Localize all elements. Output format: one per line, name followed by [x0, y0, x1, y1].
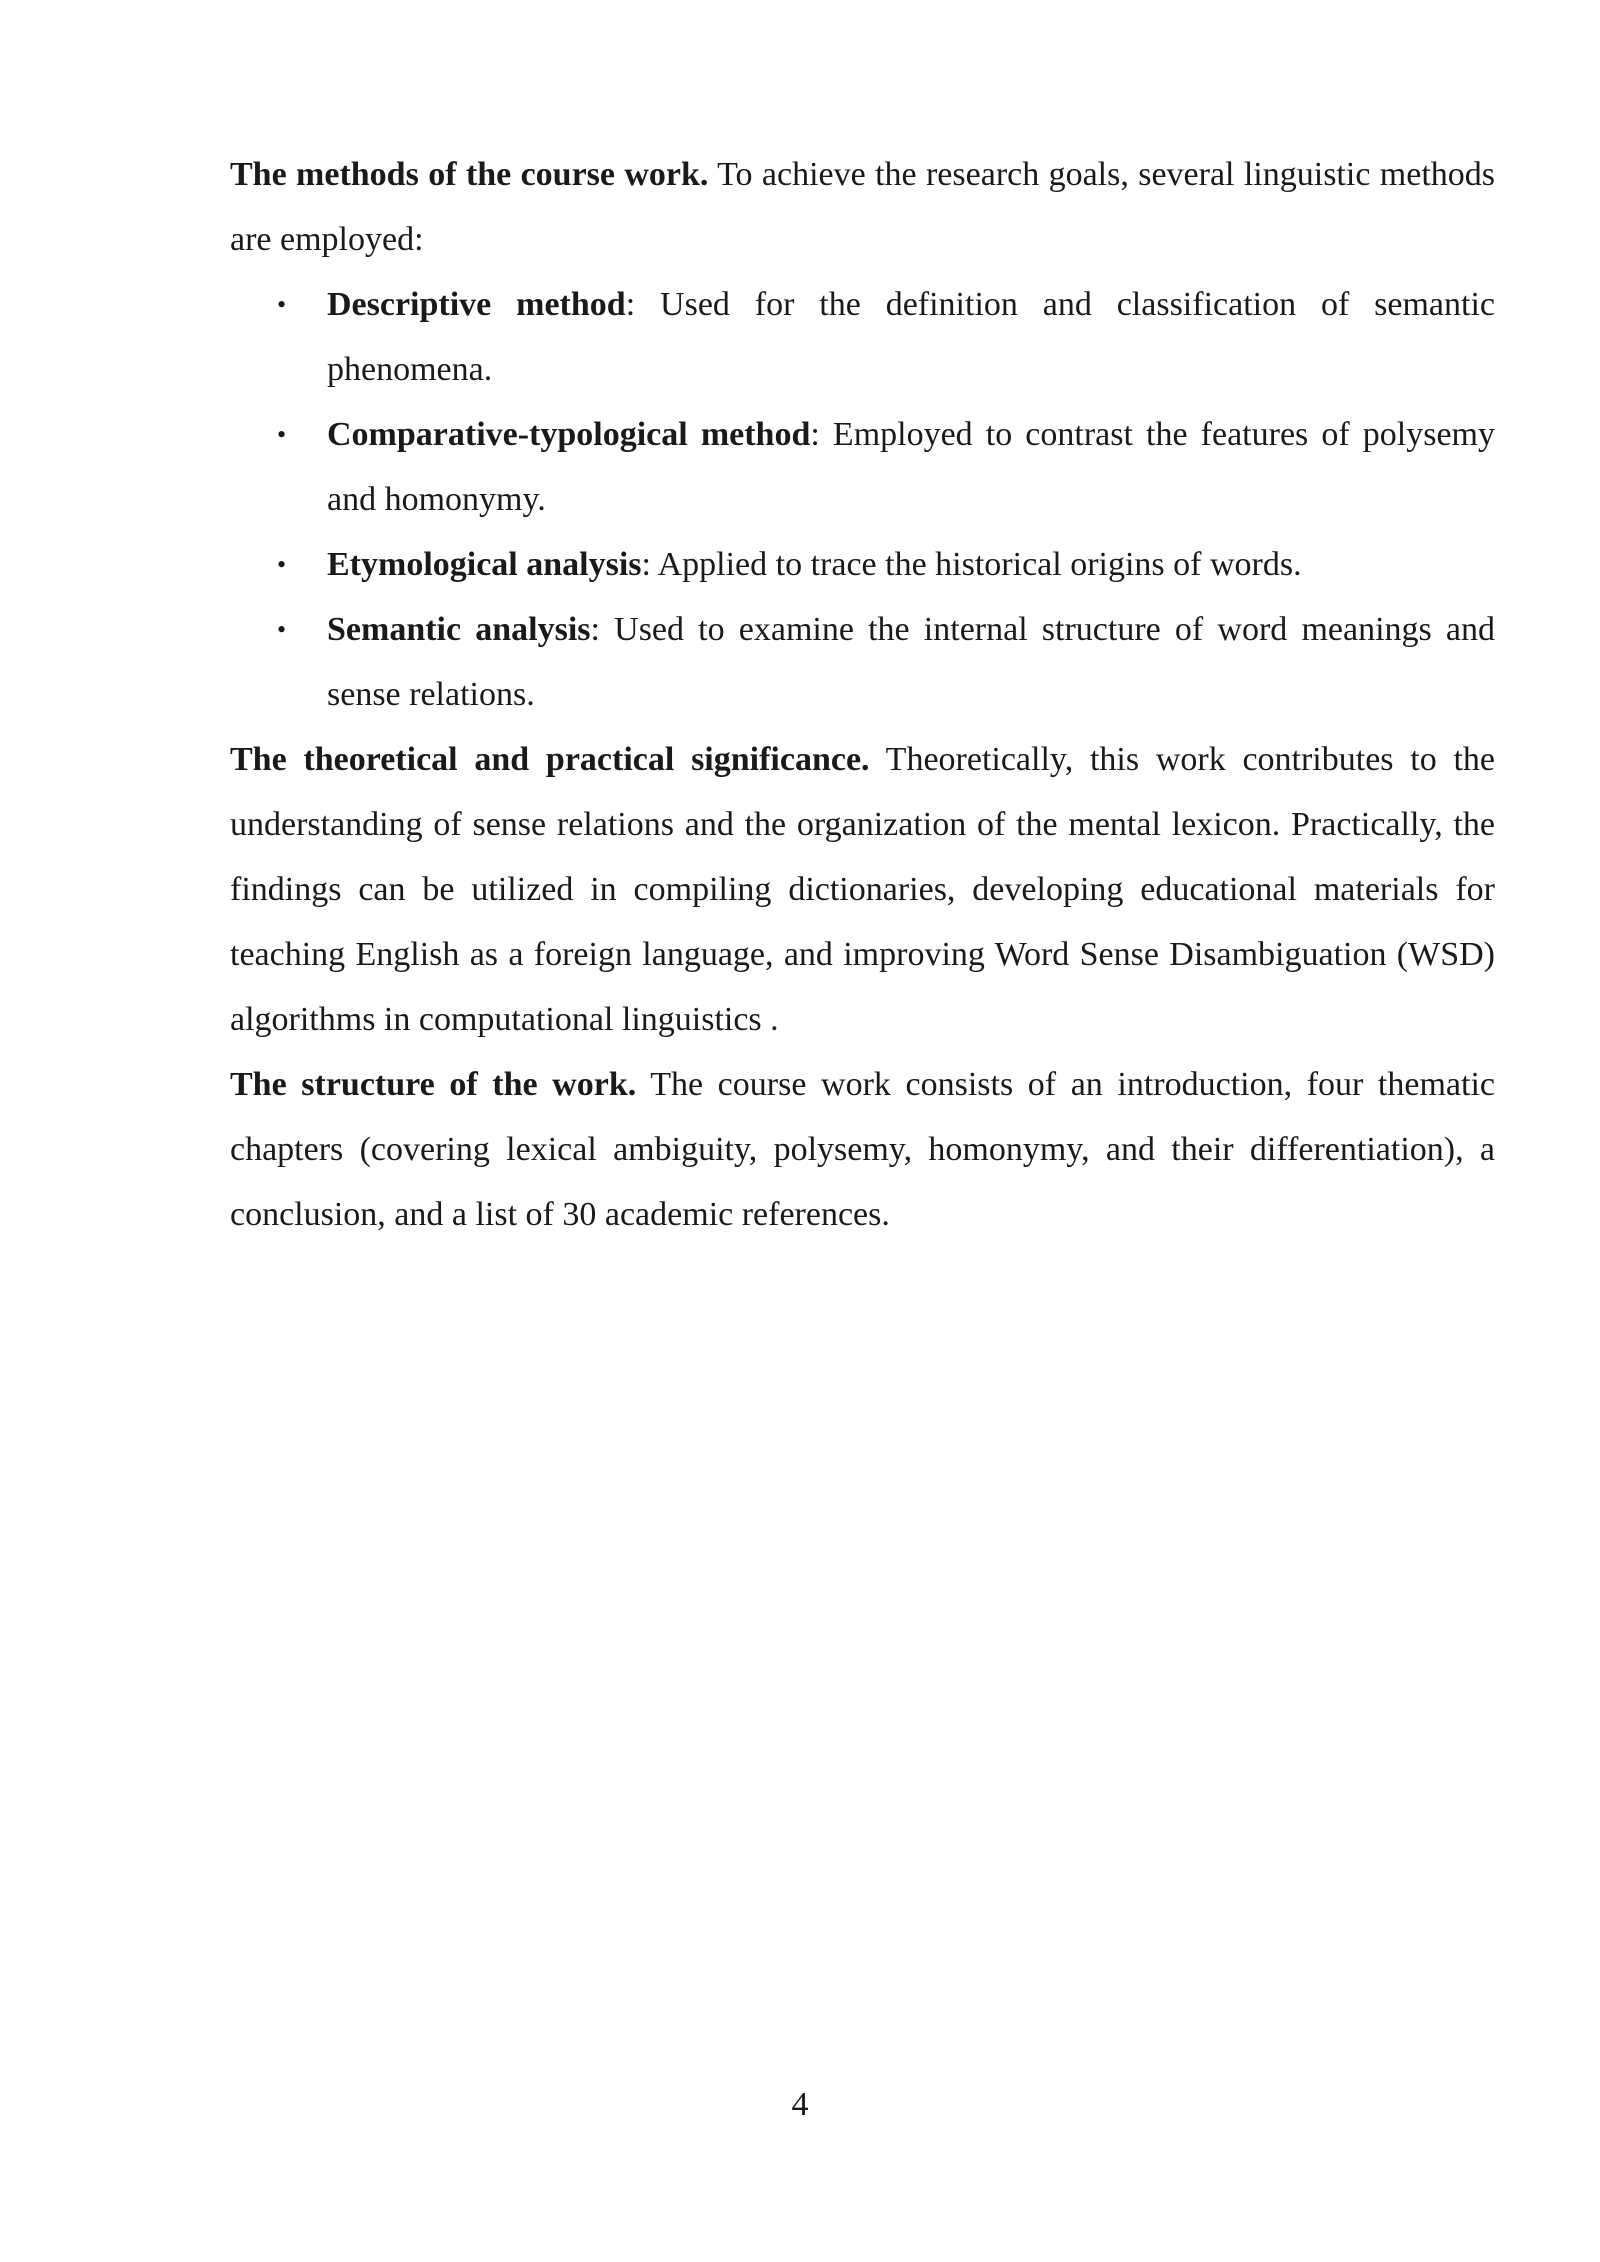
list-item — [230, 402, 1495, 532]
page-number: 4 — [791, 2086, 809, 2123]
list-item — [230, 532, 1495, 597]
bullet-icon: • — [277, 615, 287, 644]
method-term: Descriptive method — [327, 286, 626, 323]
significance-text: Theoretically, this work contributes to the understanding of sense relations and the organization of the mental lexicon. Practically, the findings can be utilized in compiling dictionaries, developing educational materials for teaching English as a foreign language, and improving Word Sense Disambiguation (WSD) algorithms in computational linguistics . — [230, 741, 1495, 1038]
significance-heading: The theoretical and practical significance. — [230, 741, 870, 778]
method-description: Used for the definition and classification of semantic phenomena. — [327, 286, 1495, 388]
structure-paragraph — [230, 1052, 1495, 1247]
bullet-icon: • — [277, 550, 287, 579]
methods-intro-text: To achieve the research goals, several linguistic methods are employed: — [230, 156, 1495, 258]
methods-paragraph — [230, 142, 1495, 272]
list-item — [230, 597, 1495, 727]
method-description: Employed to contrast the features of polysemy and homonymy. — [327, 416, 1495, 518]
bullet-icon: • — [277, 290, 287, 319]
method-term: Etymological analysis — [327, 546, 642, 583]
bullet-icon: • — [277, 420, 287, 449]
method-term: Comparative-typological method — [327, 416, 811, 453]
structure-text: The course work consists of an introduction, four thematic chapters (covering lexical ambiguity, polysemy, homonymy, and their differentiation), a conclusion, and a list of 30 academic references. — [230, 1066, 1495, 1233]
methods-list — [230, 272, 1495, 727]
methods-heading: The methods of the course work. — [230, 156, 709, 193]
list-item — [230, 272, 1495, 402]
structure-heading: The structure of the work. — [230, 1066, 637, 1103]
method-separator: : — [641, 546, 658, 583]
method-separator: : — [590, 611, 615, 648]
page-body — [230, 142, 1495, 1247]
method-description: Used to examine the internal structure of word meanings and sense relations. — [327, 611, 1495, 713]
significance-paragraph — [230, 727, 1495, 1052]
method-separator: : — [625, 286, 661, 323]
method-term: Semantic analysis — [327, 611, 591, 648]
method-description: Applied to trace the historical origins of words. — [657, 546, 1302, 583]
method-separator: : — [810, 416, 833, 453]
